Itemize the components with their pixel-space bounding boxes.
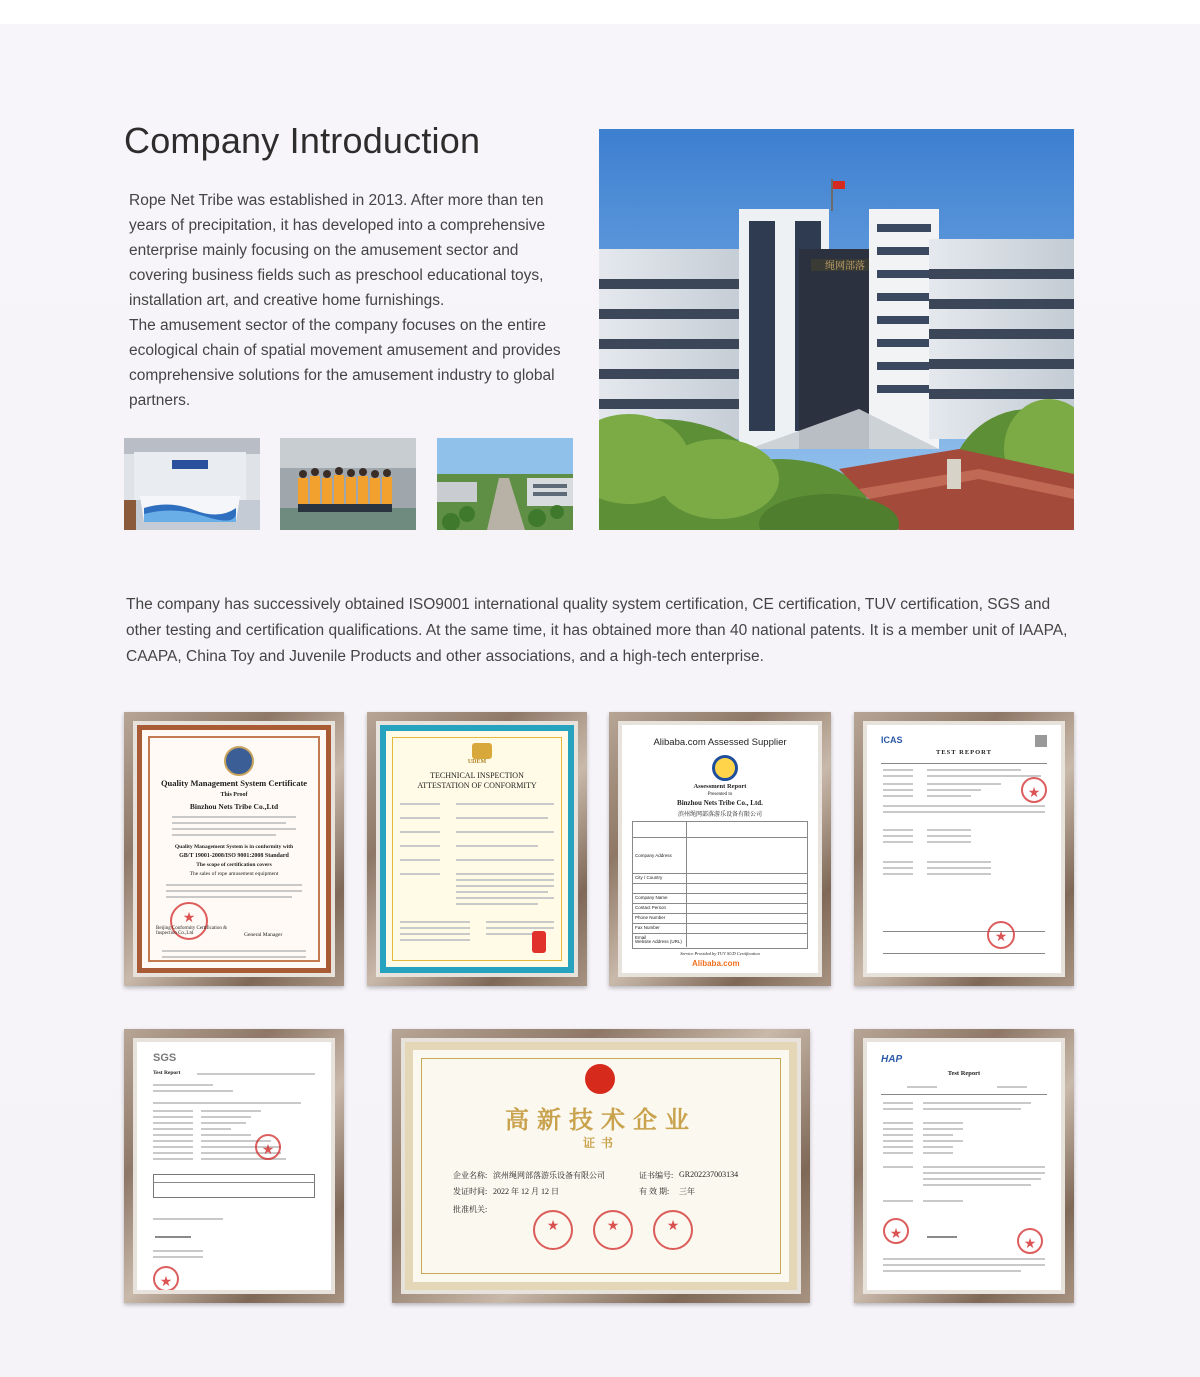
certificate-subtitle: 证书 xyxy=(582,1136,619,1150)
table-row-label: Phone Number xyxy=(635,915,666,920)
hap-logo: HAP xyxy=(881,1054,903,1065)
red-stamp-icon xyxy=(883,1218,909,1244)
red-stamp-icon xyxy=(255,1134,281,1160)
emblem-icon xyxy=(585,1064,615,1094)
certificate-title: Alibaba.com Assessed Supplier xyxy=(653,737,787,748)
icas-logo: ICAS xyxy=(881,735,903,745)
company-label: 企业名称: xyxy=(453,1171,488,1180)
certificate-signer: General Manager xyxy=(244,932,283,938)
company-value: 滨州绳网部落游乐设备有限公司 xyxy=(493,1171,605,1180)
table-row-label: Contact Person xyxy=(635,905,667,910)
certificate-title: ATTESTATION OF CONFORMITY xyxy=(417,781,537,790)
svg-text:绳网部落: 绳网部落 xyxy=(825,261,865,272)
table-row-label: Company Address xyxy=(635,853,672,858)
alibaba-company: Binzhou Nets Tribe Co., Ltd. xyxy=(677,799,763,807)
udem-seal-icon xyxy=(532,931,546,953)
assessed-badge-icon xyxy=(712,755,738,781)
certificate-scope: The scope of certification covers xyxy=(196,862,272,868)
report-title: Test Report xyxy=(153,1070,181,1076)
cert-no-value: GR202237003134 xyxy=(679,1170,739,1179)
cert-no-label: 证书编号: xyxy=(639,1171,674,1180)
table-row-label: Website Address (URL) xyxy=(635,939,682,944)
red-stamp-icon xyxy=(593,1210,633,1250)
alibaba-company-cn: 滨州绳网部落游乐设备有限公司 xyxy=(677,812,762,818)
red-stamp-icon xyxy=(533,1210,573,1250)
team-photo xyxy=(280,438,416,530)
authority-label: 批准机关: xyxy=(453,1205,488,1214)
red-stamp-icon xyxy=(1021,777,1047,803)
certificate-standard: GB/T 19001-2008/ISO 9001:2008 Standard xyxy=(179,853,289,859)
certificate-frame-sgs xyxy=(124,1029,344,1303)
reception-photo xyxy=(124,438,260,530)
certificate-company: Binzhou Nets Tribe Co.,Ltd xyxy=(189,802,279,811)
presented-to: Presented to xyxy=(707,792,733,797)
date-label: 发证时间: xyxy=(453,1187,488,1196)
udem-brand: UDEM xyxy=(467,759,487,765)
certificate-scope-detail: The sales of rope amusement equipment xyxy=(189,871,279,877)
alibaba-logo: Alibaba.com xyxy=(692,959,740,968)
certificate-title: TECHNICAL INSPECTION xyxy=(430,771,524,780)
certificate-title: Quality Management System Certificate xyxy=(160,778,308,788)
campus-aerial-photo xyxy=(437,438,573,530)
service-provider: Service Provided by TUV SUD Certification xyxy=(680,951,760,956)
table-row-label: City / Country xyxy=(635,875,663,880)
sgs-logo: SGS xyxy=(153,1052,177,1064)
table-row-label: Email xyxy=(635,935,647,940)
table-row-label: Company Name xyxy=(635,895,668,900)
validity-label: 有 效 期: xyxy=(639,1187,670,1196)
udem-logo-icon xyxy=(472,743,492,759)
page-title: Company Introduction xyxy=(124,120,481,161)
certificate-frame-icas xyxy=(854,712,1074,986)
certificate-conformity: Quality Management System is in conformity with xyxy=(174,844,294,850)
report-title: TEST REPORT xyxy=(936,749,992,756)
certificate-frame-qms xyxy=(124,712,344,986)
certificate-issuer: Beijing Conformity Certification & Inspection Co.,Ltd xyxy=(156,926,227,936)
red-stamp-icon xyxy=(653,1210,693,1250)
qr-code-icon xyxy=(1035,735,1047,747)
certificate-proof: This Proof xyxy=(220,792,248,798)
intro-text xyxy=(129,188,574,413)
report-title: Test Report xyxy=(947,1070,981,1077)
red-stamp-icon xyxy=(153,1266,179,1290)
certification-paragraph: The company has successively obtained ISO9001 international quality system certification, CE certification, TUV certification, SGS and other testing and certification qualifications. At the same time, it has obtained more than 40 national patents. It is a member unit of IAAPA, CAAPA, China Toy and Juvenile Products and other associations, and a high-tech enterprise. xyxy=(126,596,1068,665)
certificate-title: 高新技术企业 xyxy=(505,1108,697,1134)
date-value: 2022 年 12 月 12 日 xyxy=(493,1187,559,1196)
intro-paragraph: The amusement sector of the company focuses on the entire ecological chain of spatial movement amusement and provides comprehensive solutions for the amusement industry to global partners. xyxy=(129,317,561,409)
intro-paragraph: Rope Net Tribe was established in 2013. After more than ten years of precipitation, it has developed into a comprehensive enterprise mainly focusing on the amusement sector and covering business fields such as preschool educational toys, installation art, and creative home furnishings. xyxy=(129,192,546,309)
certification-seal-icon xyxy=(224,746,254,776)
certificate-frame-high-tech xyxy=(392,1029,810,1303)
red-stamp-icon xyxy=(1017,1228,1043,1254)
red-stamp-icon xyxy=(987,921,1015,949)
assessment-report: Assessment Report xyxy=(693,783,747,790)
table-row-label: Fax Number xyxy=(635,925,660,930)
certificate-frame-udem xyxy=(367,712,587,986)
certificate-frame-alibaba xyxy=(609,712,831,986)
certificate-frame-hap xyxy=(854,1029,1074,1303)
validity-value: 三年 xyxy=(679,1187,695,1196)
headquarters-building-photo xyxy=(599,129,1074,530)
